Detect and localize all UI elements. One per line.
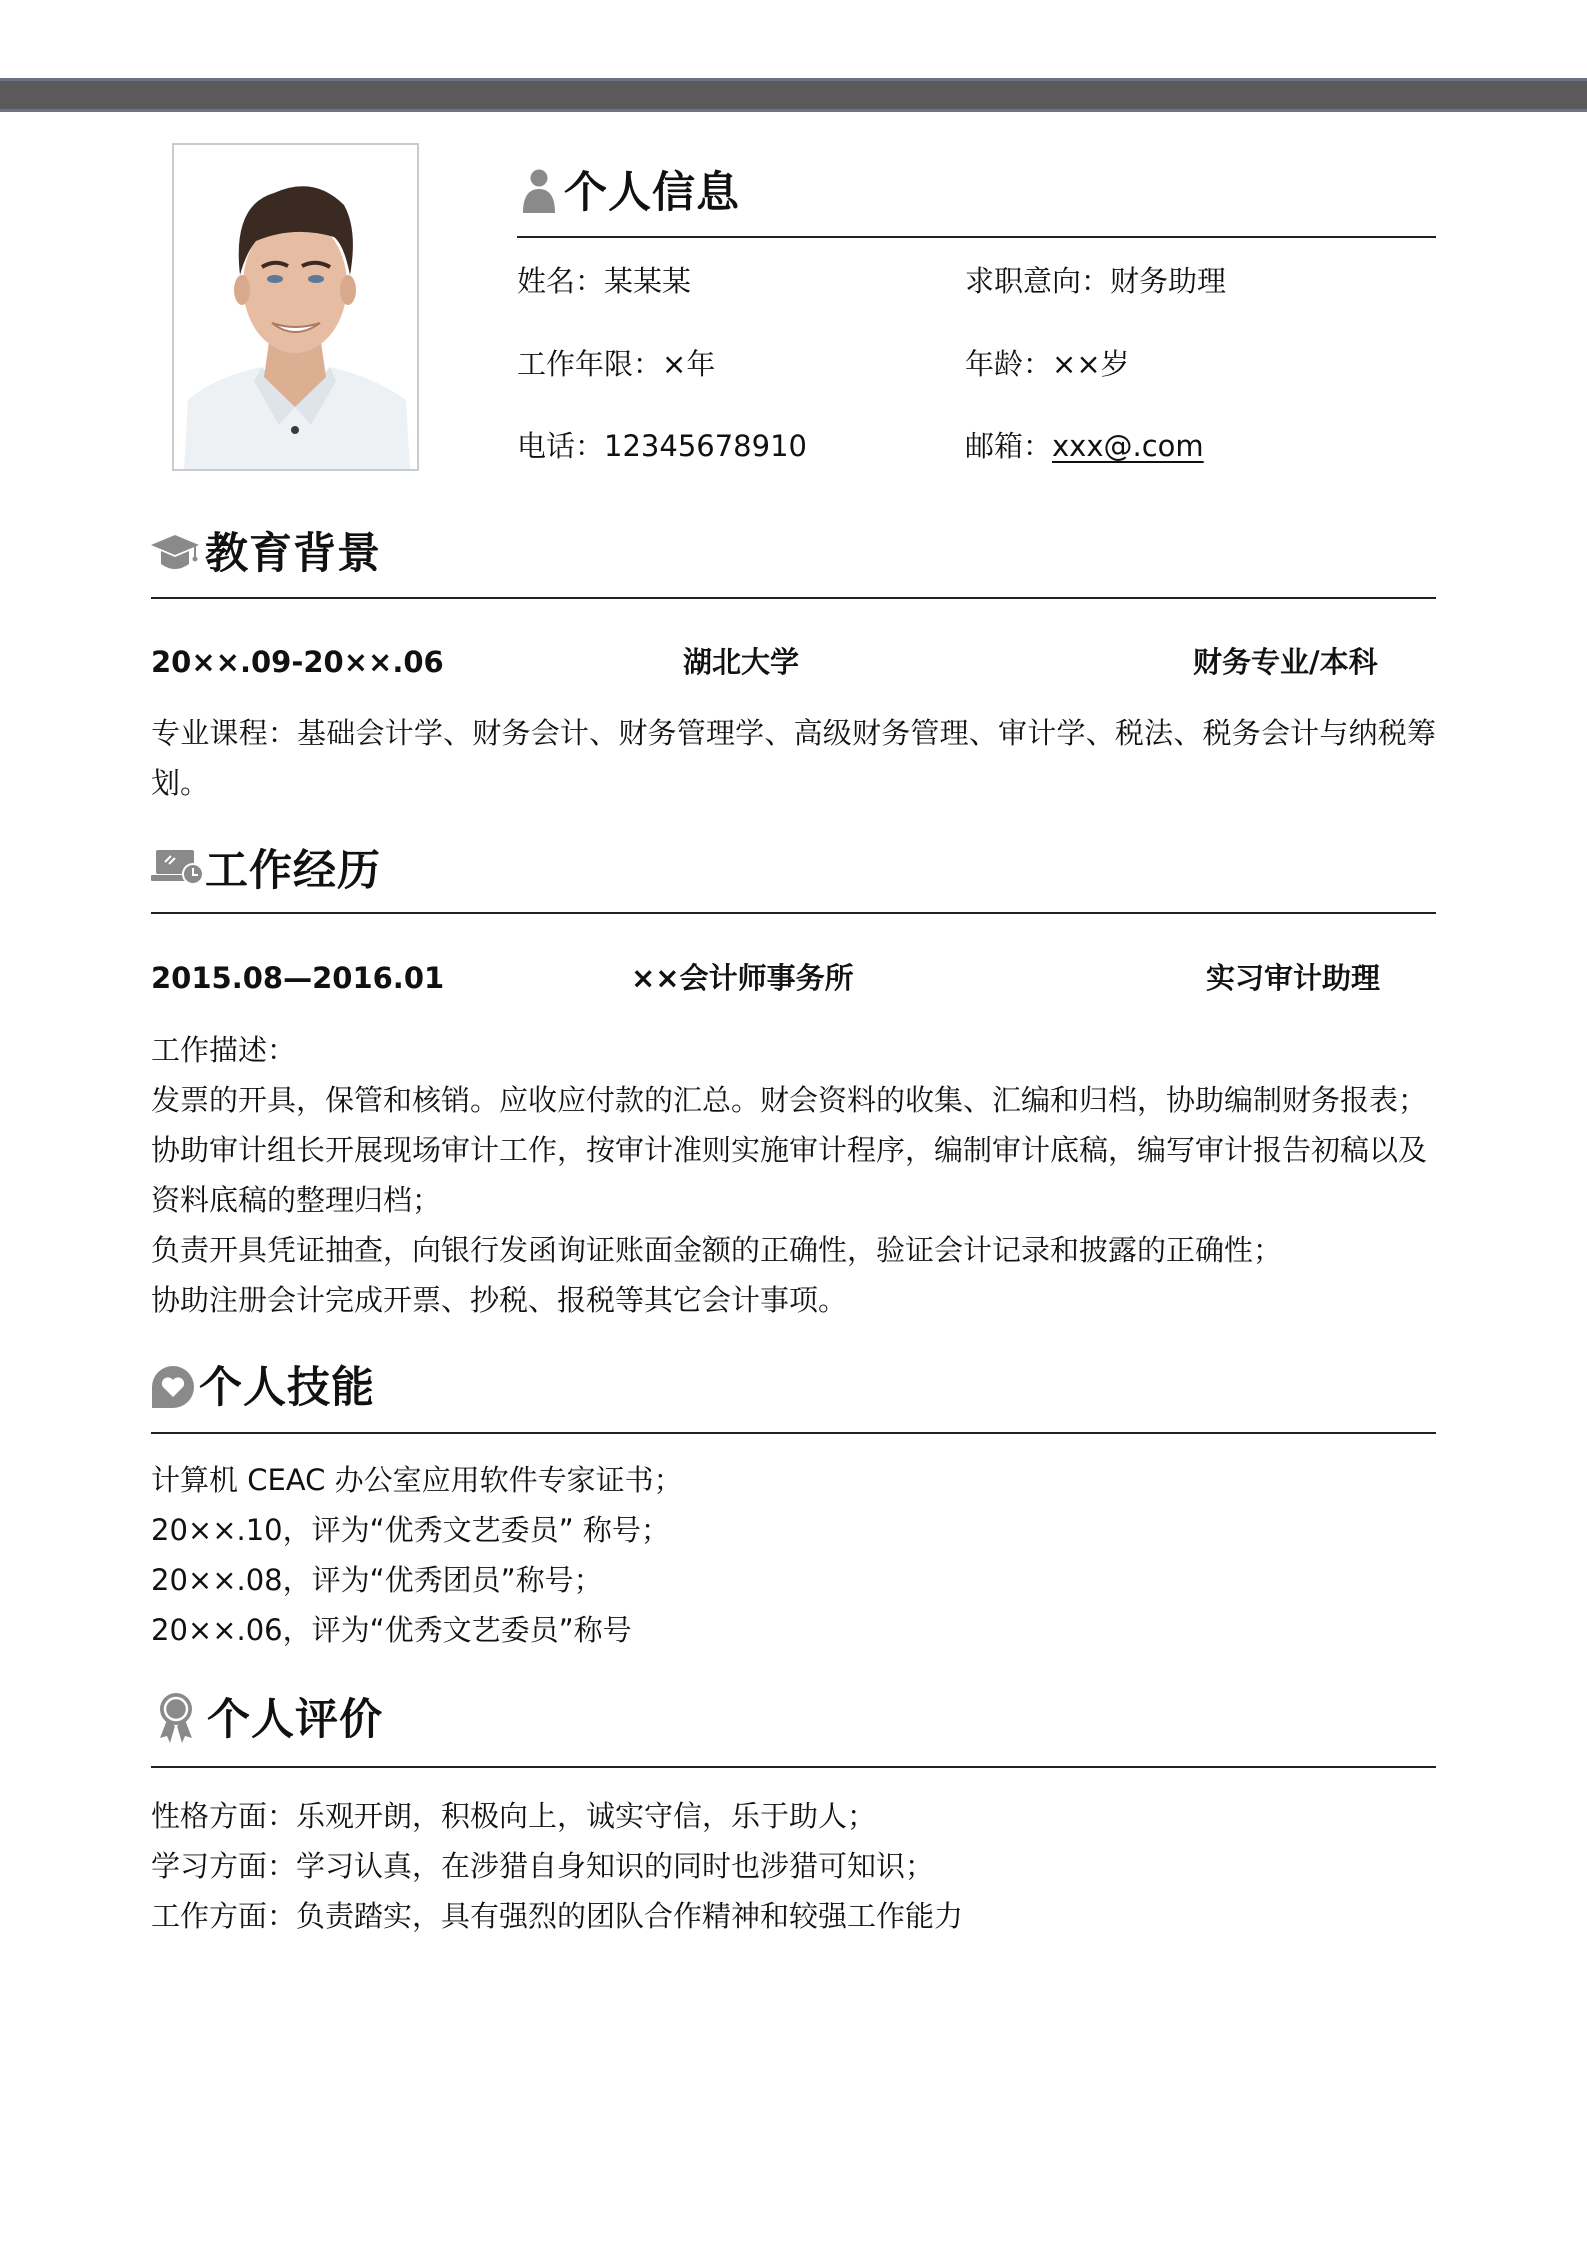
email-link[interactable]: xxx@.com [1052, 429, 1204, 463]
field-value: ×年 [662, 347, 716, 381]
field-label: 求职意向： [965, 264, 1111, 298]
field-job-intent [965, 264, 1227, 298]
field-email [965, 429, 1204, 463]
field-value: 某某某 [604, 264, 692, 298]
field-value: ××岁 [1052, 347, 1130, 381]
skill-item: 20××.10，评为“优秀文艺委员” 称号； [151, 1513, 670, 1547]
work-desc-line: 负责开具凭证抽查，向银行发函询证账面金额的正确性，验证会计记录和披露的正确性； [151, 1233, 1283, 1267]
profile-photo [172, 143, 419, 471]
laptop-clock-icon [151, 848, 207, 886]
skill-item: 20××.06，评为“优秀文艺委员”称号 [151, 1613, 632, 1647]
work-company: ××会计师事务所 [631, 961, 854, 995]
heart-bubble-icon [151, 1365, 195, 1409]
education-major: 财务专业/本科 [1193, 645, 1378, 679]
education-courses: 专业课程：基础会计学、财务会计、财务管理学、高级财务管理、审计学、税法、税务会计与纳税筹划。 [151, 716, 1436, 800]
skills-list [151, 1455, 1436, 1655]
field-years [517, 347, 716, 381]
top-banner-bar [0, 78, 1587, 112]
skill-item: 计算机 CEAC 办公室应用软件专家证书； [151, 1463, 683, 1497]
field-label: 邮箱： [965, 429, 1053, 463]
person-icon [521, 169, 557, 213]
education-period: 20××.09-20××.06 [151, 645, 444, 679]
section-title-work: 工作经历 [205, 846, 381, 896]
work-desc-label: 工作描述： [151, 1033, 297, 1067]
work-position: 实习审计助理 [1206, 961, 1381, 995]
skill-item: 20××.08，评为“优秀团员”称号； [151, 1563, 603, 1597]
work-desc-line: 发票的开具，保管和核销。应收应付款的汇总。财会资料的收集、汇编和归档，协助编制财务报表； [151, 1083, 1428, 1117]
evaluation-list [151, 1791, 1436, 1941]
portrait-photo [174, 145, 417, 469]
evaluation-item: 学习方面：学习认真，在涉猎自身知识的同时也涉猎可知识； [151, 1849, 935, 1883]
section-divider [151, 1766, 1436, 1768]
field-label: 电话： [517, 429, 605, 463]
graduation-cap-icon [151, 532, 199, 574]
field-name [517, 264, 692, 298]
field-label: 工作年限： [517, 347, 663, 381]
section-divider [517, 236, 1436, 238]
section-divider [151, 597, 1436, 599]
work-desc-line: 协助审计组长开展现场审计工作，按审计准则实施审计程序，编制审计底稿，编写审计报告初稿以及 [151, 1133, 1428, 1167]
field-value: 12345678910 [604, 429, 807, 463]
evaluation-item: 工作方面：负责踏实，具有强烈的团队合作精神和较强工作能力 [151, 1899, 964, 1933]
field-label: 姓名： [517, 264, 605, 298]
section-divider [151, 1432, 1436, 1434]
education-school: 湖北大学 [683, 645, 800, 679]
section-title-education: 教育背景 [205, 529, 381, 579]
field-label: 年龄： [965, 347, 1053, 381]
field-phone [517, 429, 807, 463]
field-age [965, 347, 1130, 381]
work-description [151, 1025, 1436, 1325]
section-divider [151, 912, 1436, 914]
field-value: 财务助理 [1110, 264, 1227, 298]
work-desc-line: 资料底稿的整理归档； [151, 1183, 442, 1217]
section-title-skills: 个人技能 [199, 1363, 375, 1413]
work-desc-line: 协助注册会计完成开票、抄税、报税等其它会计事项。 [151, 1283, 848, 1317]
section-title-personal: 个人信息 [564, 168, 740, 218]
section-title-evaluation: 个人评价 [207, 1695, 383, 1745]
work-period: 2015.08—2016.01 [151, 961, 445, 995]
award-ribbon-icon [159, 1692, 193, 1744]
evaluation-item: 性格方面：乐观开朗，积极向上，诚实守信，乐于助人； [151, 1799, 877, 1833]
